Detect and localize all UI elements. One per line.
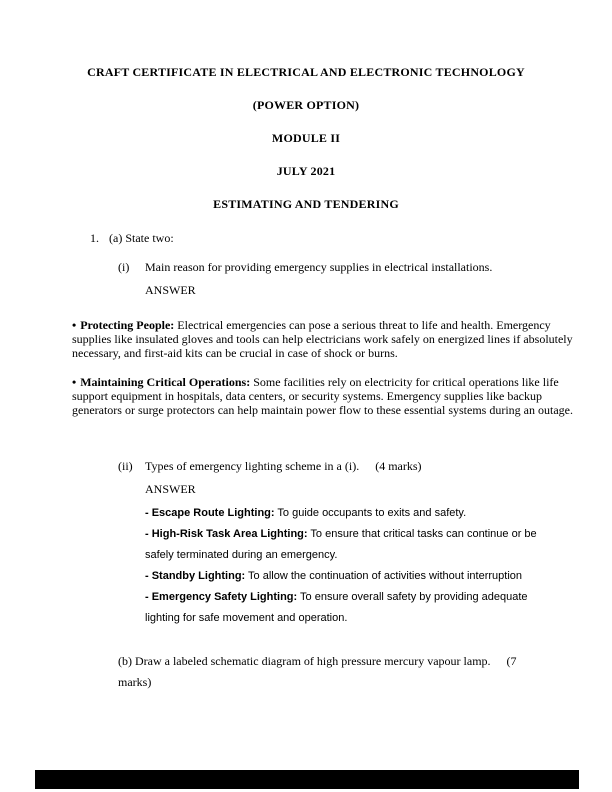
title-line-subject: ESTIMATING AND TENDERING: [213, 197, 399, 211]
part-b-text: (b) Draw a labeled schematic diagram of high pressure mercury vapour lamp.: [118, 654, 491, 669]
title-line-module: MODULE II: [271, 131, 341, 145]
lighting-schemes-list: [145, 503, 563, 629]
scheme-lead: - High-Risk Task Area Lighting:: [145, 528, 308, 541]
bullet-protecting-people: [72, 318, 578, 361]
scheme-lead: - Standby Lighting:: [145, 570, 246, 583]
scheme-standby: [145, 566, 563, 587]
bullet-body: Some facilities rely on electricity for critical operations like life support equipment in hospitals, data centers, or security systems. Emergency supplies like backup generators or surge protectors can help maintain power flow to these essential systems during an outage.: [72, 374, 573, 418]
bullet-lead: Maintaining Critical Operations:: [80, 374, 251, 389]
scheme-lead: - Emergency Safety Lighting:: [145, 591, 298, 604]
title-line-date: JULY 2021: [276, 164, 336, 178]
part-b-line2: marks): [118, 675, 152, 690]
bullet-icon: •: [72, 374, 77, 389]
bottom-scan-bar: [35, 770, 579, 789]
question-content: [0, 231, 612, 693]
answer-label-ii: ANSWER: [145, 482, 196, 497]
item-ii-text: [145, 459, 578, 474]
scheme-lead: - Escape Route Lighting:: [145, 507, 275, 520]
title-line-option: (POWER OPTION): [252, 98, 360, 112]
answer-bullets: [72, 318, 578, 417]
bullet-body: Electrical emergencies can pose a serious threat to life and health. Emergency supplies like insulated gloves and tools can help electricians work safely on energized lines if absolutely necessary, and first-aid kits can be crucial in case of shock or burns.: [72, 318, 573, 361]
item-ii-marks: (4 marks): [375, 459, 422, 474]
item-ii-question: Types of emergency lighting scheme in a (i).: [145, 459, 360, 474]
bullet-lead: Protecting People:: [80, 318, 175, 332]
scheme-emergency-safety: [145, 587, 563, 629]
scheme-body: To ensure overall safety by providing adequate lighting for safe movement and operation.: [145, 591, 528, 625]
item-i-text: Main reason for providing emergency supplies in electrical installations.: [145, 260, 493, 274]
part-b-line1: [118, 651, 588, 672]
question-part-b: [118, 651, 588, 693]
scheme-escape-route: [145, 503, 563, 524]
scheme-body: To allow the continuation of activities without interruption: [245, 570, 522, 583]
bullet-icon: •: [72, 318, 77, 332]
question-item-i: [118, 260, 578, 275]
scheme-body: To ensure that critical tasks can continue or be safely terminated during an emergency.: [145, 528, 537, 562]
scheme-body: To guide occupants to exits and safety.: [274, 507, 467, 520]
title-line-course: CRAFT CERTIFICATE IN ELECTRICAL AND ELECTRONIC TECHNOLOGY: [87, 65, 525, 79]
item-i-label: (i): [118, 260, 130, 274]
title-block: [0, 0, 612, 210]
answer-label-i: ANSWER: [145, 283, 196, 297]
question-part-a: (a) State two:: [109, 231, 174, 245]
item-ii-label: (ii): [118, 459, 133, 474]
question-number: 1.: [90, 231, 99, 245]
bullet-maintaining-operations: [72, 375, 578, 418]
scheme-high-risk: [145, 524, 563, 566]
question-item-ii: [118, 459, 578, 474]
question-intro: [90, 231, 578, 246]
part-b-marks-open: (7: [506, 654, 517, 669]
